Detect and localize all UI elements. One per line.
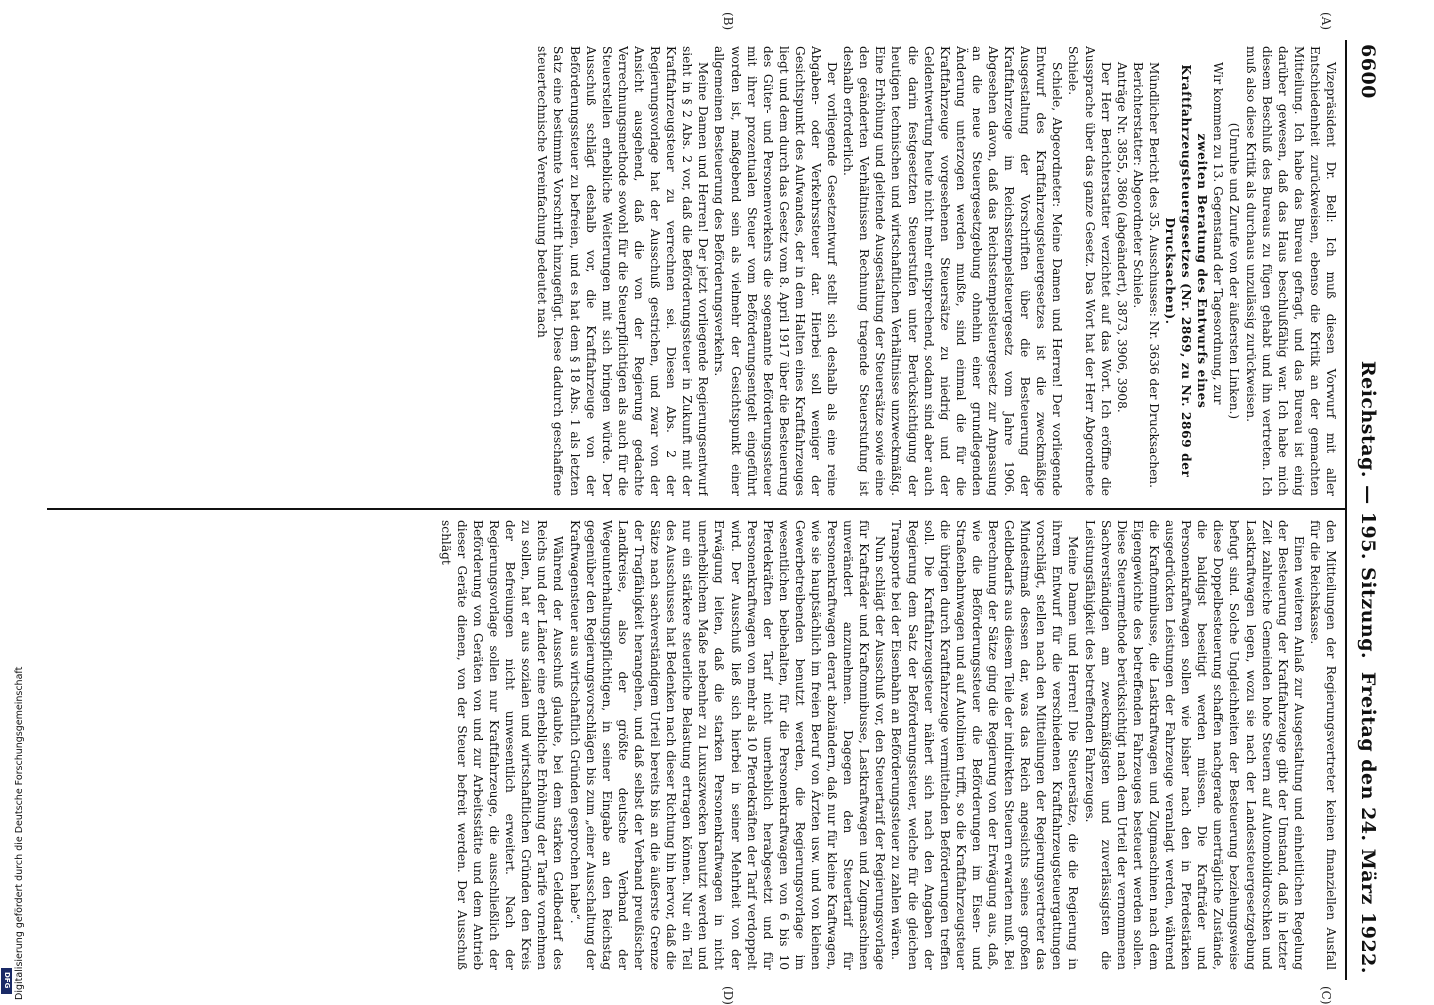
- paragraph: Während der Ausschuß glaubte, bei dem starken Geldbedarf des Reichs und der Länder eine erhebliche Erhöhung der Tarife vornehmen zu sollen, hat er aus sozialen und wirtschaftlichen Gründen den Kreis der Befreiungen nicht unwesentlich erweitert. Nach der Regierungsvorlage sollen nur Kraftfahrzeuge, die ausschließlich der Beförderung von Geräten von und zur Arbeitsstätte und dem Antrieb dieser Geräte dienen, von der Steuer befreit werden. Der Ausschuß schlägt: [438, 520, 566, 970]
- margin-marker-a: (A): [1319, 12, 1333, 31]
- right-column: [49, 520, 1339, 970]
- agenda-item-heading: zweiten Beratung des Entwurfs eines Kraftfahrzeugsteuergesetzes (Nr. 2869, zu Nr. 2869 der Drucksachen).: [1163, 64, 1210, 478]
- paragraph: Berichterstatter: Abgeordneter Schiele.: [1130, 62, 1145, 309]
- margin-marker-d: (D): [721, 986, 735, 1005]
- left-column: [49, 46, 1339, 496]
- paragraph: Mündlicher Bericht des 35. Ausschusses: Nr. 3636 der Drucksachen.: [1146, 62, 1161, 489]
- margin-marker-c: (C): [1319, 986, 1333, 1005]
- dfg-logo-text: DFG: [3, 972, 11, 989]
- paragraph: Wir kommen zu 13. Gegenstand der Tagesordnung, zur: [1211, 62, 1226, 405]
- paragraph: Meine Damen und Herren! Die Steuersätze, die die Regierung in ihrem Entwurf für die verschiedenen Kraftfahrzeugsteuergattungen vorschlägt, stellen nach den Mitteilungen der Regierungsvertreter das Mindestmaß dessen dar, was das Reich angesichts seines großen Geldbedarfs aus diesem Teile der indirekten Steuern erwarten muß. Bei Berechnung der Sätze ging die Regierung von der Erwägung aus, daß, wie die Beförderungssteuer die Beförderungen im Eisen- und Straßenbahnwagen und auf Autolinien trifft, so die Kraftfahrzeugsteuer die übrigen durch Kraftfahrzeuge vermittelnden Beförderungen treffen soll. Die Kraftfahrzeugsteuer nähert sich nach den Angaben der Regierung dem Satz der Beförderungssteuer, welche für die gleichen Transporte bei der Eisenbahn an Beförderungssteuer zu zahlen wären.: [889, 520, 1081, 970]
- interjection: (Unruhe und Zurufe von der äußersten Linken.): [1227, 122, 1242, 420]
- digitization-credit: [0, 320, 25, 1000]
- margin-marker-b: (B): [721, 12, 735, 31]
- header-rule: [1345, 40, 1347, 980]
- digitization-credit-text: Digitalisierung gefördert durch die Deutsche Forschungsgemeinschaft: [14, 666, 25, 1000]
- paragraph: Anträge Nr. 3855, 3860 (abgeändert), 3873, 3906, 3908.: [1114, 62, 1129, 413]
- page-date: Freitag den 24. März 1922.: [1357, 671, 1379, 974]
- page-header: [1349, 40, 1385, 980]
- rotated-newspaper-page: [45, 12, 1385, 1005]
- paragraph: Schiele, Abgeordneter: Meine Damen und Herren! Der vorliegende Entwurf des Kraftfahrzeugsteuergesetzes ist die zweckmäßige Ausgestaltung der Vorschriften über die Besteuerung der Kraftfahrzeuge im Reichsstempelsteuergesetz vom Jahre 1906. Abgesehen davon, daß das Reichsstempelsteuergesetz zur Anpassung an die neue Steuergesetzgebung ohnehin einer grundlegenden Änderung unterzogen werden mußte, sind einmal die für die Kraftfahrzeuge vorgesehenen Steuersätze zu niedrig und der Geldentwertung heute nicht mehr entsprechend, sodann sind aber auch die darin festgesetzten Steuerstufen unter Berücksichtigung der heutigen technischen und wirtschaftlichen Verhältnisse unzweckmäßig. Eine Erhöhung und gleitende Ausgestaltung der Steuersätze sowie eine den geänderten Verhältnissen Rechnung tragende Steuerstufung ist deshalb erforderlich.: [841, 46, 1065, 496]
- paragraph: Der Herr Berichterstatter verzichtet auf das Wort. Ich eröffne die Aussprache über das ganze Gesetz. Das Wort hat der Herr Abgeordnete Schiele.: [1066, 46, 1113, 496]
- paragraph: Vizepräsident Dr. Bell: Ich muß diesen Vorwurf mit aller Entschiedenheit zurückweisen, ebenso die Kritik an der gemachten Mitteilung. Ich habe das Bureau gefragt, und das Bureau ist einig darüber gewesen, daß das Haus beschlußfähig war. Ich habe mich diesem Beschluß des Bureaus zu fügen gehabt und ihn vertreten. Ich muß also diese Kritik als durchaus unzulässig zurückweisen.: [1243, 46, 1338, 496]
- paragraph: Nun schlägt der Ausschuß vor, den Steuertarif der Regierungsvorlage für Krafträder und Kraftomnibusse, Lastkraftwagen und Zugmaschinen unverändert anzunehmen. Dagegen den Steuertarif für Personenkraftwagen derart abzuändern, daß nur für kleine Kraftwagen, wie sie hauptsächlich im freien Beruf von Ärzten usw. und von kleinen Gewerbetreibenden benutzt werden, die Regierungsvorlage im wesentlichen beibehalten, für die Personenkraftwagen von 6 bis 10 Pferdekräften der Tarif nicht unerheblich herabgesetzt und für Personenkraftwagen von mehr als 10 Pferdekräften der Tarif verdoppelt wird. Der Ausschuß ließ sich hierbei in seiner Mehrheit von der Erwägung leiten, daß die starken Personenkraftwagen in nicht unerheblichem Maße nebenher zu Luxuszwecken benutzt werden und nur ein stärkere steuerliche Belastung ertragen können. Nur ein Teil des Ausschusses hat Bedenken nach dieser Richtung hin hervor, daß die Sätze nach sachverständigem Urteil bereits bis an die äußerste Grenze der Tragfähigkeit herangehen, und daß selbst der Verband preußischer Landkreise, also der größte deutsche Verband der Wegeunterhaltungspflichtigen, in seiner Eingabe an den Reichstag gegenüber den Regierungsvorschlägen bis zum „einer Ausschaltung der Kraftwagensteuer aus wirtschaftlich Gründen gesprochen habe“.: [567, 520, 888, 970]
- paragraph: Meine Damen und Herren! Der jetzt vorliegende Regierungsentwurf sieht in § 2 Abs. 2 vor, daß die Beförderungssteuer in Zukunft mit der Kraftfahrzeugsteuer zu verrechnen sei. Diesen Abs. 2 der Regierungsvorlage hat der Ausschuß gestrichen, und zwar von der Ansicht ausgehend, daß die von der Regierung gedachte Verrechnungsmethode sowohl für die Steuerpflichtigen als auch für die Steuerstellen erhebliche Weiterungen mit sich bringen würde. Der Ausschuß schlägt deshalb vor, die Kraftfahrzeuge von der Beförderungssteuer zu befreien, und es hat dem § 18 Abs. 1 als letzten Satz eine bestimmte Vorschrift hinzugefügt. Diese dadurch geschaffene steuertechnische Vereinfachung bedeutet nach: [535, 46, 711, 496]
- page-title: Reichstag. — 195. Sitzung.: [1357, 360, 1379, 660]
- column-divider: [47, 508, 1347, 510]
- page-number: 6600: [1357, 44, 1379, 99]
- paragraph: den Mitteilungen der Regierungsvertreter keinen finanziellen Ausfall für die Reichskasse.: [1307, 520, 1338, 970]
- paragraph: Einen weiteren Anlaß zur Ausgestaltung und einheitlichen Regelung der Besteuerung der Kraftfahrzeuge gibt der Umstand, daß in letzter Zeit zahlreiche Gemeinden hohe Steuern auf Automobildroschken und Lastkraftwagen legen, wozu sie nach der Landessteuergesetzgebung befugt sind. Solche Ungleichheiten der Besteuerung beziehungsweise diese Doppelbesteuerung schaffen nachgerade unerträgliche Zustände, die baldigst beseitigt werden müssen. Die Krafträder und Personenkraftwagen sollen wie bisher nach den in Pferdestärken ausgedrückten Leistungen der Fahrzeuge veranlagt werden, während die Kraftomnibusse, die Lastkraftwagen und Zugmaschinen nach dem Eigengewichte des betreffenden Fahrzeuges besteuert werden sollen. Diese Steuermethode berücksichtigt nach dem Urteil der vernommenen Sachverständigen am zweckmäßigsten und zuverlässigsten die Leistungsfähigkeit des betreffenden Fahrzeuges.: [1082, 520, 1306, 970]
- paragraph: Der vorliegende Gesetzentwurf stellt sich deshalb als eine reine Abgaben- oder Verkehrssteuer dar. Hierbei soll weniger der Gesichtspunkt des Aufwandes, der in dem Halten eines Kraftfahrzeuges liegt und dem durch das Gesetz vom 8. April 1917 über die Besteuerung des Güter- und Personenverkehrs die sogenannte Beförderungssteuer mit ihrer prozentualen Steuer vom Beförderungsentgelt eingeführt worden ist, maßgebend sein als vielmehr der Gesichtspunkt einer allgemeinen Besteuerung des Beförderungsverkehrs.: [712, 46, 840, 496]
- dfg-logo: [1, 968, 12, 994]
